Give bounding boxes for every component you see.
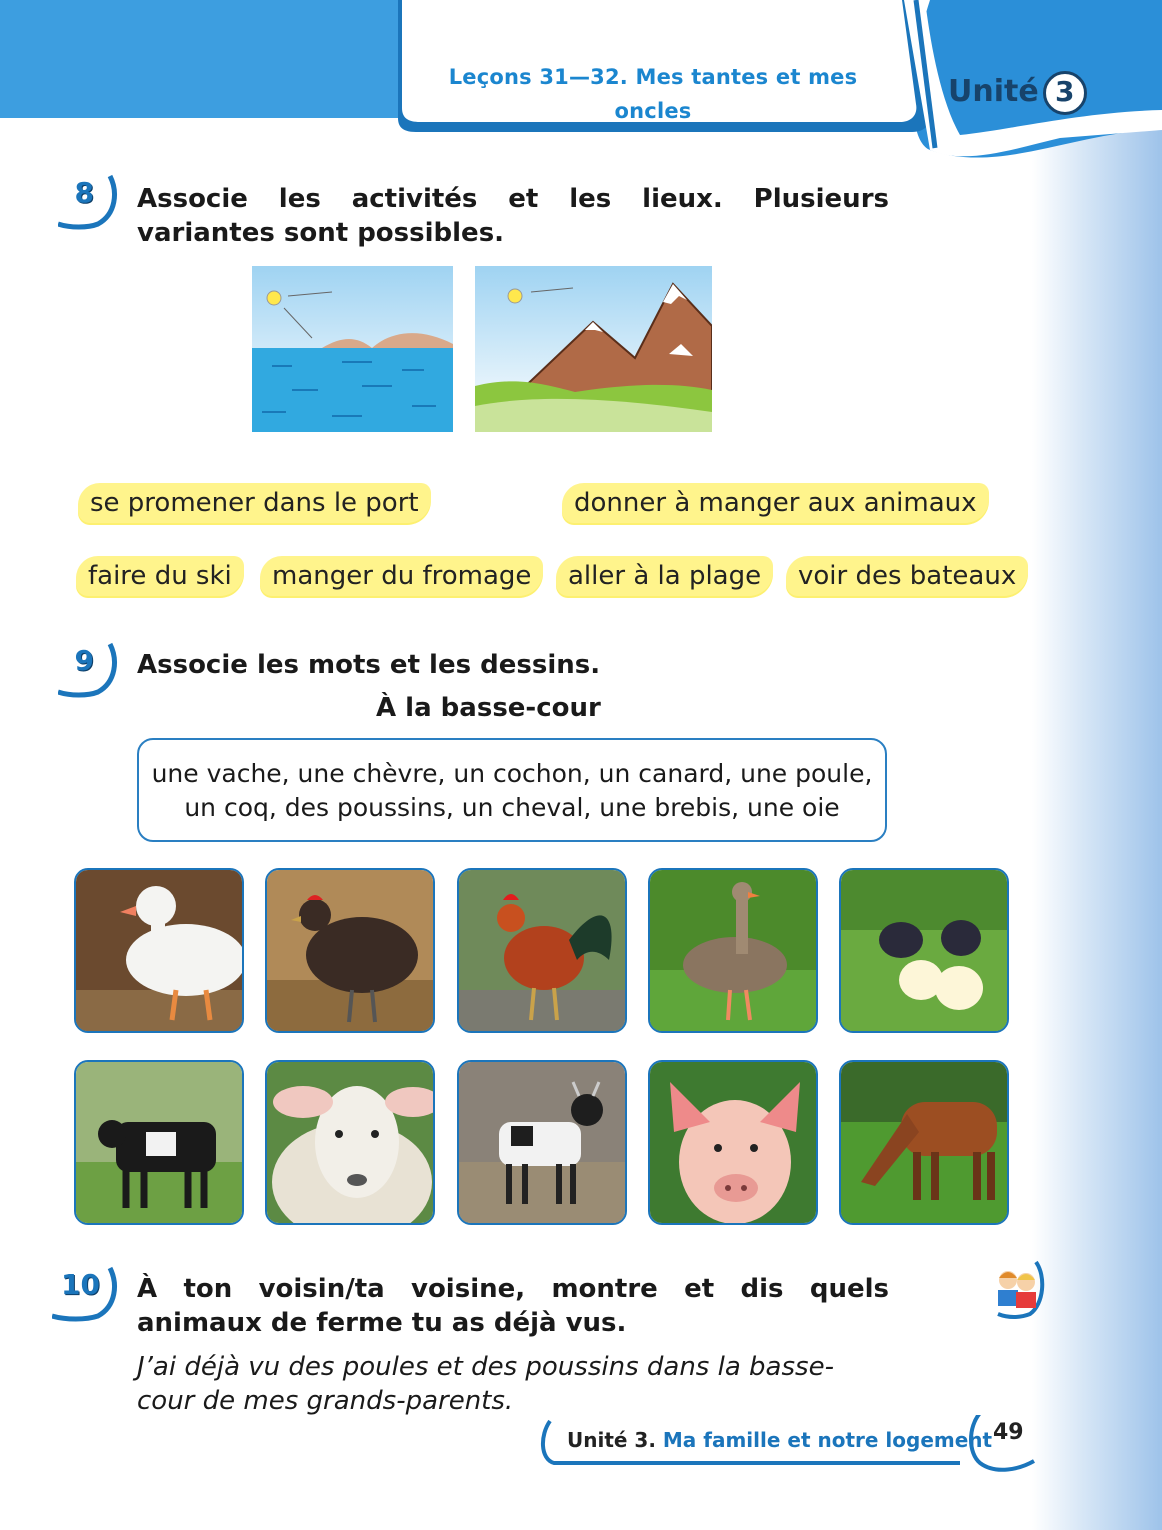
activity-chip: manger du fromage — [260, 556, 543, 596]
pig-photo — [648, 1060, 818, 1225]
footer-unit-title: Ma famille et notre logement — [662, 1428, 993, 1452]
lesson-title: Leçons 31—32. Mes tantes et mes oncles — [448, 65, 858, 123]
exercise-number-10: 10 — [52, 1266, 114, 1318]
exercise-9-instruction: Associe les mots et les dessins. — [137, 650, 601, 680]
hen-photo — [265, 868, 435, 1033]
footer-unit-label: Unité 3. — [567, 1428, 656, 1452]
horse-photo — [839, 1060, 1009, 1225]
word-list-box — [137, 738, 887, 842]
exercise-number-9: 9 — [58, 642, 108, 694]
activity-chip: faire du ski — [76, 556, 244, 596]
exercise-number-8: 8 — [58, 174, 108, 226]
unit-number: 3 — [1043, 71, 1087, 115]
goat-photo — [457, 1060, 627, 1225]
unit-tag — [948, 66, 1087, 118]
exercise-10-instruction: À ton voisin/ta voisine, montre et dis quels animaux de ferme tu as déjà vus. — [137, 1274, 889, 1338]
activity-chip: voir des bateaux — [786, 556, 1028, 596]
sea-landscape-image — [252, 266, 453, 432]
page-number: 49 — [993, 1420, 1024, 1445]
activity-chip: aller à la plage — [556, 556, 773, 596]
word-list-line: un coq, des poussins, un cheval, une brebis, une oie — [184, 793, 840, 822]
word-list-title: À la basse-cour — [376, 693, 601, 723]
activity-chip: se promener dans le port — [78, 483, 431, 523]
footer-unit — [567, 1426, 992, 1454]
side-gradient-band — [1032, 0, 1162, 1530]
cow-photo — [74, 1060, 244, 1225]
chicks-photo — [839, 868, 1009, 1033]
duck-photo — [74, 868, 244, 1033]
activity-chip: donner à manger aux animaux — [562, 483, 989, 523]
exercise-8-instruction: Associe les activités et les lieux. Plusieurs variantes sont possibles. — [137, 184, 889, 248]
pair-work-icon — [990, 1260, 1050, 1320]
unit-word: Unité — [948, 74, 1039, 109]
exercise-10-example: J’ai déjà vu des poules et des poussins dans la basse-cour de mes grands-parents. — [137, 1352, 834, 1416]
rooster-photo — [457, 868, 627, 1033]
word-list-line: une vache, une chèvre, un cochon, un canard, une poule, — [151, 759, 873, 788]
mountain-landscape-image — [475, 266, 712, 432]
goose-photo — [648, 868, 818, 1033]
sheep-photo — [265, 1060, 435, 1225]
